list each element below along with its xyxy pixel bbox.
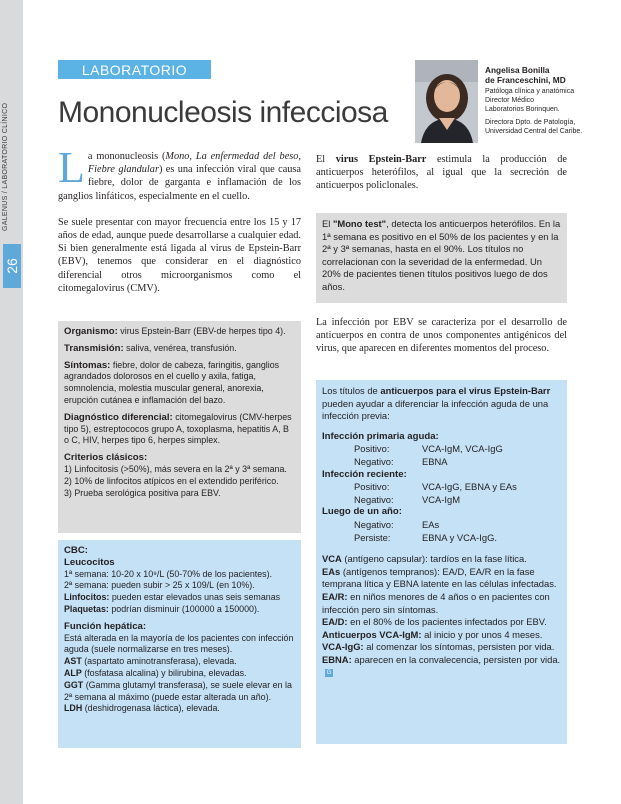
right-paragraph-1 [316, 153, 567, 193]
alp-item [64, 668, 295, 680]
ldh-text: (deshidrogenasa láctica), elevada. [82, 703, 220, 714]
diagnostico-item [64, 412, 295, 447]
ggt-label: GGT [64, 679, 84, 690]
definition-term: VCA [322, 553, 342, 565]
leucocitos-line: 1ª semana: 10-20 x 10⁹/L (50-70% de los pacientes). [64, 568, 273, 579]
definition-item [322, 629, 561, 642]
author-credential: Directora Dpto. de Patología, [485, 119, 576, 126]
author-credentials [485, 87, 617, 136]
row-value: EBNA y VCA-IgG. [422, 531, 498, 543]
plaquetas-item [64, 604, 295, 616]
row-value: VCA-IgG, EBNA y EAs [422, 481, 517, 493]
definition-term: EBNA: [322, 653, 352, 665]
monotest-box [316, 213, 567, 303]
monotest-text [322, 218, 561, 294]
definition-text: al comenzar los síntomas, persisten por vida. [363, 641, 555, 653]
reciente-row [322, 494, 561, 507]
author-credential: Laboratorios Borinquen. [485, 106, 560, 113]
definition-item [322, 553, 561, 566]
definition-item [322, 654, 561, 679]
plaquetas-label: Plaquetas: [64, 603, 109, 614]
definition-text: en niños menores de 4 años o en pacientes con infección pero sin síntomas. [322, 590, 550, 615]
ggt-item [64, 680, 295, 704]
intro-text: ) es una infección viral que causa fiebre, dolor de garganta e inflamación de los ganglios linfáticos, especialmente en el cuello. [58, 164, 301, 202]
row-value: VCA-IgM [422, 493, 461, 505]
definition-item [322, 641, 561, 654]
hepatica-text: Está alterada en la mayoría de los pacientes con infección aguda (suele normalizarse en tres meses). [64, 632, 294, 655]
row-key: Negativo: [354, 518, 394, 530]
author-photo [415, 60, 478, 143]
section-label: LABORATORIO [58, 60, 211, 79]
page-number-text: 26 [3, 258, 20, 274]
article-title: Mononucleosis infecciosa [58, 96, 388, 129]
ast-item [64, 656, 295, 668]
criterio-item: 3) Prueba serológica positiva para EBV. [64, 487, 221, 498]
row-key: Positivo: [354, 443, 390, 455]
leucocitos-label: Leucocitos [64, 556, 115, 568]
intro-paragraph-1 [58, 143, 301, 203]
right-column-mid [316, 316, 567, 356]
right-column-top [316, 153, 567, 193]
ggt-text: (Gamma glutamyl transferasa), se suele elevar en la 2ª semana al máximo (puede estar alterada un año). [64, 679, 292, 702]
ldh-item [64, 703, 295, 715]
summary-box [58, 321, 301, 533]
definition-text: aparecen en la convalecencia, persisten por vida. [351, 653, 561, 665]
aguda-row [322, 443, 561, 456]
row-key: Positivo: [354, 481, 390, 493]
antibody-intro-part: Los títulos de [322, 385, 381, 396]
alp-text: (fosfatasa alcalina) y bilirubina, elevadas. [81, 667, 247, 678]
antibody-intro-part: pueden ayudar a diferenciar la infección aguda de una infección previa: [322, 397, 549, 422]
ast-label: AST [64, 656, 82, 667]
organismo-item [64, 326, 295, 338]
alp-label: ALP [64, 667, 82, 678]
definition-item [322, 591, 561, 616]
hepatica-label: Función hepática: [64, 620, 147, 632]
diagnostico-text: citomegalovirus (CMV-herpes tipo 5), estreptococos grupo A, toxoplasma, hepatitis A, B o C, HIV, herpes tipo 6, herpes simplex. [64, 411, 292, 446]
right-text: estimula la producción de anticuerpos heterófilos, al igual que la secreción de anticuerpos policlonales. [316, 154, 567, 192]
row-value: VCA-IgM, VCA-IgG [422, 443, 503, 455]
intro-paragraph-2: Se suele presentar con mayor frecuencia entre los 15 y 17 años de edad, aunque puede desarrollarse a cualquier edad. Si bien generalmente está ligada al virus de Epstein-Barr (EBV), tenemos que considerar en el diagnóstico diferencial otros microorganismos como el citomegalovirus (CMV). [58, 216, 302, 294]
aguda-row [322, 456, 561, 469]
monotest-bold: "Mono test" [332, 218, 387, 229]
intro-text: a mononucleosis ( [87, 151, 166, 162]
diagnostico-label: Diagnóstico diferencial: [64, 411, 173, 423]
end-mark-icon: G [326, 669, 332, 676]
intro-italic: Mono, La enfermedad del beso, Fiebre glandular [87, 151, 301, 176]
definition-item [322, 616, 561, 629]
drop-cap: L [58, 143, 85, 192]
sintomas-item [64, 360, 295, 407]
definition-term: Anticuerpos VCA-IgM: [322, 628, 422, 640]
monotest-part: , detecta los anticuerpos heterófilos. En la 1ª semana es positivo en el 50% de los pacientes y en la 2ª y 3ª semanas, hasta en el 90%. Los títulos no correlacionan con la severidad de la enfermedad. Un 20% de pacientes tienen títulos positivos luego de dos años. [322, 218, 561, 292]
transmision-text: saliva, venérea, transfusión. [123, 342, 237, 353]
definition-term: EA/D: [322, 616, 348, 628]
author-credential: Universidad Central del Caribe. [485, 128, 583, 135]
ast-text: (aspartato aminotransferasa), elevada. [81, 656, 237, 667]
right-paragraph-2: La infección por EBV se caracteriza por el desarrollo de anticuerpos en contra de unos componentes antigénicos del virus, que aparecen en diferentes momentos del proceso. [316, 317, 567, 355]
leucocitos-line: 2ª semana: pueden subir > 25 x 109/L (en 10%). [64, 580, 255, 591]
cbc-label: CBC: [64, 545, 88, 556]
anio-row [322, 532, 561, 545]
definition-text: (antígenos tempranos): EA/D, EA/R en la fase temprana lítica y EBNA latente en las células infectadas. [322, 565, 557, 590]
definition-text: en el 80% de los pacientes infectados por EBV. [347, 616, 547, 628]
aguda-label: Infección primaria aguda: [322, 430, 439, 442]
reciente-label: Infección reciente: [322, 468, 407, 480]
plaquetas-text: podrían disminuir (100000 a 150000). [108, 603, 260, 614]
definition-term: EA/R: [322, 590, 348, 602]
journal-name: GALENUS / LABORATORIO CLÍNICO [2, 102, 9, 232]
antibody-intro-bold: anticuerpos para el virus Epstein-Barr [380, 385, 551, 396]
linfocitos-item [64, 592, 295, 604]
definition-term: EAs [322, 565, 341, 577]
reciente-row [322, 481, 561, 494]
sintomas-text: fiebre, dolor de cabeza, faringitis, ganglios agrandados dolorosos en el cuello y axila, fatiga, somnolencia, molestia muscular general, anorexia, erupción cutánea e inflamación del bazo. [64, 359, 280, 405]
transmision-item [64, 343, 295, 355]
intro-column [58, 143, 302, 295]
side-spine [0, 0, 23, 804]
anio-label: Luego de un año: [322, 506, 402, 518]
row-key: Persiste: [354, 531, 391, 543]
criterios-label: Criterios clásicos: [64, 452, 148, 464]
definition-text: al inicio y por unos 4 meses. [421, 628, 543, 640]
author-portrait-image [415, 60, 478, 143]
monotest-part: El [322, 218, 333, 229]
author-credential: Director Médico [485, 97, 535, 104]
definition-text: (antígeno capsular): tardíos en la fase lítica. [341, 553, 527, 565]
row-key: Negativo: [354, 493, 394, 505]
linfocitos-text: pueden estar elevados unas seis semanas [109, 592, 281, 603]
organismo-label: Organismo: [64, 326, 118, 337]
transmision-label: Transmisión: [64, 342, 124, 354]
right-bold: virus Epstein-Barr [335, 154, 427, 165]
antibody-intro [322, 385, 561, 423]
author-credential: Patóloga clínica y anatómica [485, 88, 575, 95]
sintomas-label: Síntomas: [64, 359, 111, 371]
row-key: Negativo: [354, 455, 394, 467]
definition-item [322, 566, 561, 591]
antibody-box [316, 380, 567, 744]
row-value: EBNA [422, 455, 448, 467]
author-name-line1: Angelisa Bonilla [485, 65, 550, 75]
author-name-line2: de Franceschini, MD [485, 75, 566, 85]
anio-row [322, 519, 561, 532]
right-text: El [316, 154, 336, 165]
definition-term: VCA-IgG: [322, 641, 364, 653]
row-value: EAs [422, 518, 440, 530]
page-number [3, 244, 21, 288]
author-block [485, 65, 617, 136]
ldh-label: LDH [64, 703, 83, 714]
criterio-item: 2) 10% de linfocitos atípicos en el extendido periférico. [64, 475, 279, 486]
organismo-text: virus Epstein-Barr (EBV-de herpes tipo 4). [117, 326, 286, 336]
criterio-item: 1) Linfocitosis (>50%), más severa en la 2ª y 3ª semana. [64, 463, 287, 474]
cbc-box [58, 540, 301, 748]
linfocitos-label: Linfocitos: [64, 592, 110, 603]
